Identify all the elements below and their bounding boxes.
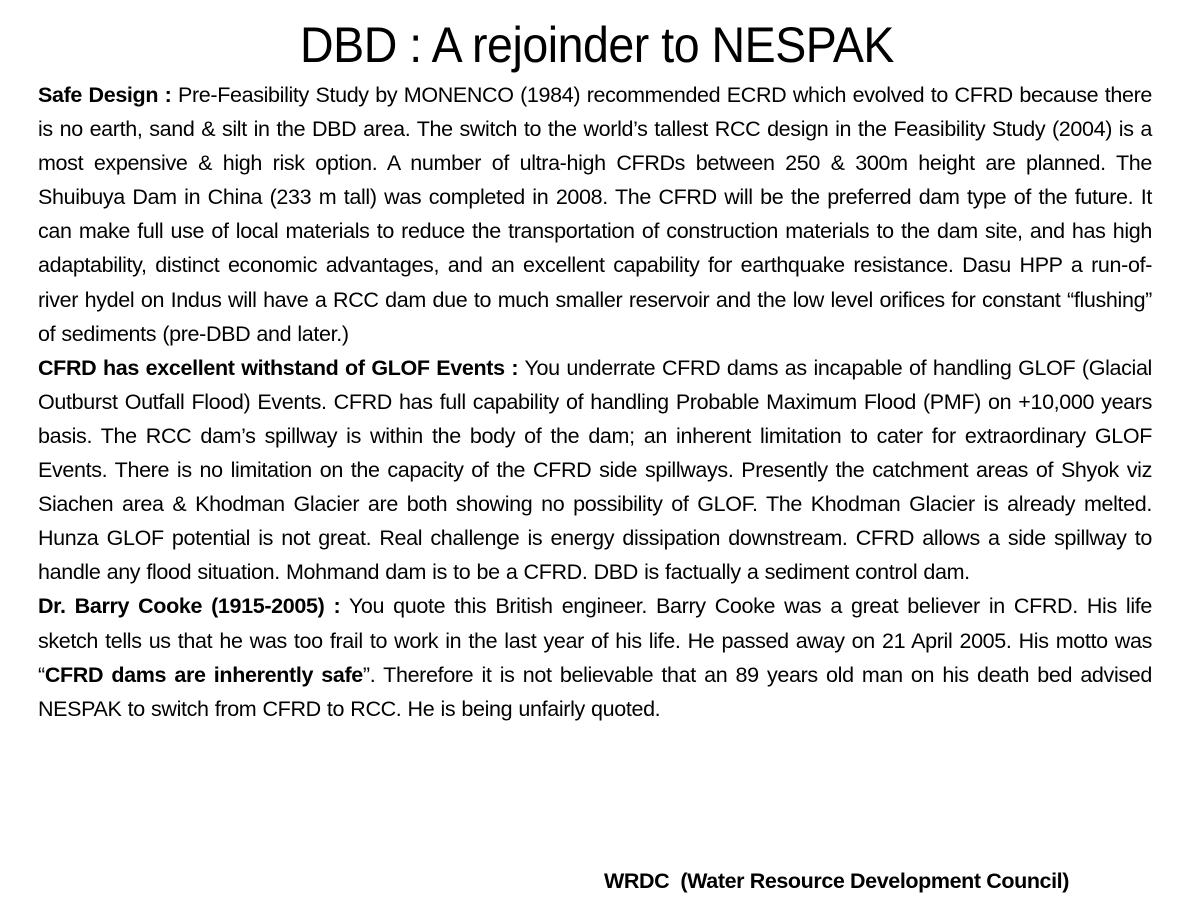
section-text: You quote this British engineer. Barry Cooke was a great believer in CFRD. His life sketch tells us that he was too frail to work in the last year of his life. He passed away on 21 April 2005. His motto was “: [38, 594, 1152, 687]
page-title: DBD : A rejoinder to NESPAK: [300, 17, 894, 73]
section-heading: Dr. Barry Cooke (1915-2005) :: [38, 594, 341, 619]
section-heading: CFRD has excellent withstand of GLOF Events :: [38, 355, 519, 380]
section-glof-events: [38, 351, 1152, 590]
section-text: Pre-Feasibility Study by MONENCO (1984) recommended ECRD which evolved to CFRD because there is no earth, sand & silt in the DBD area. The switch to the world’s tallest RCC design in the Feasibility Study (2004) is a most expensive & high risk option. A number of ultra-high CFRDs between 250 & 300m height are planned. The Shuibuya Dam in China (233 m tall) was completed in 2008. The CFRD will be the preferred dam type of the future. It can make full use of local materials to reduce the transportation of construction materials to the dam site, and has high adaptability, distinct economic advantages, and an excellent capability for earthquake resistance. Dasu HPP a run-of-river hydel on Indus will have a RCC dam due to much smaller reservoir and the low level orifices for constant “flushing” of sediments (pre-DBD and later.): [38, 83, 1152, 346]
section-heading: Safe Design :: [38, 83, 172, 107]
signature: WRDC (Water Resource Development Council): [604, 869, 1070, 893]
section-barry-cooke: [38, 589, 1152, 725]
document-body: [38, 78, 1152, 726]
section-text: ”. Therefore it is not believable that an 89 years old man on his death bed advised NESPAK to switch from CFRD to RCC. He is being unfairly quoted.: [38, 662, 1152, 721]
section-text: You underrate CFRD dams as incapable of handling GLOF (Glacial Outburst Outfall Flood) Events. CFRD has full capability of handling Probable Maximum Flood (PMF) on +10,000 years basis. The RCC dam’s spillway is within the body of the dam; an inherent limitation to cater for extraordinary GLOF Events. There is no limitation on the capacity of the CFRD side spillways. Presently the catchment areas of Shyok viz Siachen area & Khodman Glacier are both showing no possibility of GLOF. The Khodman Glacier is already melted. Hunza GLOF potential is not great. Real challenge is energy dissipation downstream. CFRD allows a side spillway to handle any flood situation. Mohmand dam is to be a CFRD. DBD is factually a sediment control dam.: [38, 355, 1152, 585]
section-safe-design: [38, 78, 1152, 351]
motto-quote: CFRD dams are inherently safe: [44, 662, 363, 687]
